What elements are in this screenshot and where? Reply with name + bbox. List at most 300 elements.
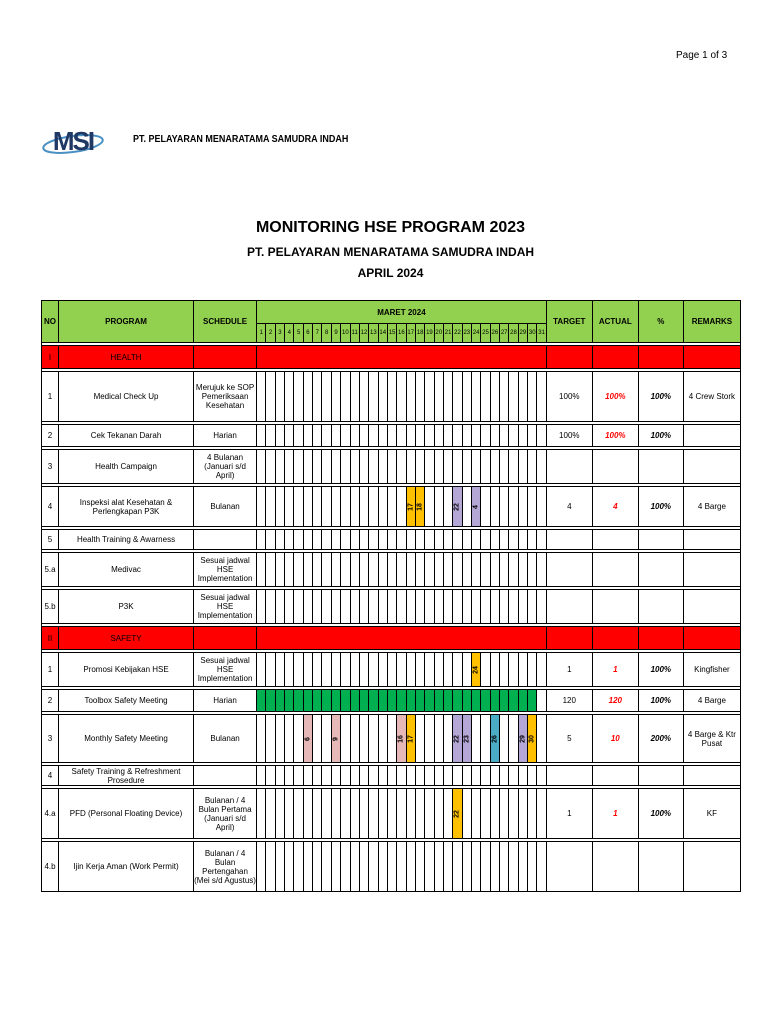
day-header-cell: 11 [350,324,359,343]
day-cell [387,766,396,786]
day-cell [415,789,424,839]
day-cell [415,372,424,422]
row-number: 4 [42,766,59,786]
day-cell [425,530,434,550]
percent-value [638,842,683,892]
day-cell [434,715,443,763]
day-cell [387,487,396,527]
actual-value [592,766,638,786]
table-row [42,590,741,624]
day-cell [322,487,331,527]
day-cell [509,450,518,484]
day-cell [303,653,312,687]
day-cell [322,653,331,687]
day-cell [434,766,443,786]
day-header-cell: 13 [369,324,378,343]
day-cell [378,487,387,527]
day-cell [509,690,518,712]
day-header-cell: 10 [341,324,350,343]
day-cell [257,715,266,763]
day-cell [443,690,452,712]
row-number: 1 [42,653,59,687]
document-subtitle: PT. PELAYARAN MENARATAMA SAMUDRA INDAH [246,245,535,259]
actual-value: 10 [592,715,638,763]
document-title: MONITORING HSE PROGRAM 2023 [255,219,526,236]
schedule: Bulanan [194,715,257,763]
day-cell [528,766,537,786]
day-cell [434,450,443,484]
day-mark-label: 18 [416,502,424,511]
day-cell [303,530,312,550]
day-cell [350,590,359,624]
day-cell [481,487,490,527]
table-row [42,842,741,892]
section-cell [592,627,638,650]
day-cell [425,487,434,527]
day-cell [313,487,322,527]
day-cell [434,487,443,527]
day-cell [378,372,387,422]
day-cell [387,372,396,422]
day-cell [425,372,434,422]
day-cell [397,372,406,422]
day-cell [378,553,387,587]
day-cell [406,450,415,484]
table-row [42,450,741,484]
remarks-value: Kingfisher [683,653,740,687]
day-cell [443,372,452,422]
row-number: 3 [42,715,59,763]
day-cell [294,450,303,484]
target-value [546,590,592,624]
day-cell [518,450,527,484]
day-cell [359,766,368,786]
day-cell [266,553,275,587]
day-cell [257,653,266,687]
day-cell [490,553,499,587]
table-row [42,530,741,550]
day-cell [509,842,518,892]
day-cell [285,487,294,527]
day-cell [500,789,509,839]
program-name: Cek Tekanan Darah [59,425,194,447]
day-cell [406,653,415,687]
day-cell [341,530,350,550]
day-cell [415,590,424,624]
day-cell [443,715,452,763]
day-header-cell: 19 [425,324,434,343]
day-cell [322,372,331,422]
day-header-cell: 23 [462,324,471,343]
day-cell [350,842,359,892]
actual-value [592,553,638,587]
day-cell [500,653,509,687]
day-cell [528,425,537,447]
day-cell [275,450,284,484]
day-cell [490,842,499,892]
day-header-cell: 8 [322,324,331,343]
day-cell [257,450,266,484]
day-cell [471,690,480,712]
day-cell [462,425,471,447]
program-name: Medical Check Up [59,372,194,422]
day-mark-label: 26 [491,734,499,743]
day-cell [500,766,509,786]
day-header-cell: 12 [359,324,368,343]
day-cell [294,372,303,422]
day-cell [275,530,284,550]
day-cell [350,425,359,447]
day-mark-cell [397,715,406,763]
day-cell [425,789,434,839]
day-cell [359,530,368,550]
day-cell [275,425,284,447]
remarks-value [683,590,740,624]
day-cell [528,842,537,892]
day-mark-label: 24 [472,665,480,674]
day-cell [518,766,527,786]
day-cell [322,842,331,892]
percent-value [638,450,683,484]
day-cell [266,487,275,527]
day-cell [518,789,527,839]
target-value [546,842,592,892]
day-header-cell: 2 [266,324,275,343]
day-cell [500,690,509,712]
day-cell [509,715,518,763]
day-mark-cell [453,789,462,839]
day-header-cell: 20 [434,324,443,343]
day-cell [453,372,462,422]
day-cell [453,842,462,892]
row-number: 4.b [42,842,59,892]
day-cell [406,372,415,422]
day-cell [397,842,406,892]
day-cell [518,690,527,712]
target-value: 100% [546,372,592,422]
day-cell [528,590,537,624]
day-header-cell: 5 [294,324,303,343]
day-cell [266,789,275,839]
day-cell [331,842,340,892]
day-cell [257,789,266,839]
day-cell [303,450,312,484]
day-cell [275,553,284,587]
section-cell [683,346,740,369]
day-cell [294,842,303,892]
schedule: Harian [194,690,257,712]
remarks-value [683,450,740,484]
day-mark-label: 22 [453,809,461,818]
day-cell [443,842,452,892]
row-number: 1 [42,372,59,422]
row-number: 5.a [42,553,59,587]
day-cell [537,766,546,786]
target-value [546,553,592,587]
day-cell [369,553,378,587]
table-row [42,690,741,712]
day-cell [350,450,359,484]
section-cell [194,346,257,369]
day-cell [275,842,284,892]
day-cell [331,690,340,712]
day-mark-label: 4 [472,504,480,509]
day-cell [313,372,322,422]
program-name: Ijin Kerja Aman (Work Permit) [59,842,194,892]
day-cell [481,715,490,763]
row-number: 2 [42,425,59,447]
day-cell [303,590,312,624]
day-header-cell: 15 [387,324,396,343]
day-cell [425,590,434,624]
table-row [42,425,741,447]
day-cell [313,690,322,712]
day-cell [481,530,490,550]
day-cell [341,425,350,447]
day-mark-cell [471,487,480,527]
day-cell [397,590,406,624]
day-cell [518,590,527,624]
day-cell [518,425,527,447]
section-number: I [42,346,59,369]
day-cell [369,425,378,447]
day-cell [397,553,406,587]
day-cell [481,690,490,712]
day-cell [257,766,266,786]
day-cell [471,425,480,447]
day-cell [331,425,340,447]
day-cell [313,789,322,839]
day-cell [443,789,452,839]
day-cell [266,690,275,712]
day-cell [415,553,424,587]
day-cell [509,553,518,587]
day-cell [406,842,415,892]
day-cell [331,653,340,687]
day-cell [294,653,303,687]
day-cell [331,450,340,484]
day-header-cell: 30 [528,324,537,343]
day-cell [528,653,537,687]
day-cell [481,766,490,786]
section-cell [683,627,740,650]
program-name: PFD (Personal Floating Device) [59,789,194,839]
percent-value: 100% [638,425,683,447]
day-cell [462,450,471,484]
day-cell [387,789,396,839]
day-cell [275,590,284,624]
day-cell [257,372,266,422]
day-cell [453,766,462,786]
day-mark-cell [471,653,480,687]
day-cell [490,450,499,484]
day-header-cell: 25 [481,324,490,343]
day-cell [257,425,266,447]
table-row [42,487,741,527]
day-cell [359,653,368,687]
day-cell [537,425,546,447]
day-cell [313,766,322,786]
day-cell [434,842,443,892]
day-cell [341,553,350,587]
day-cell [406,590,415,624]
schedule: Bulanan [194,487,257,527]
day-cell [341,715,350,763]
header-actual: ACTUAL [592,301,638,343]
day-cell [500,842,509,892]
day-cell [397,487,406,527]
day-mark-cell [490,715,499,763]
day-header-cell: 7 [313,324,322,343]
day-cell [313,553,322,587]
day-cell [313,653,322,687]
actual-value: 100% [592,425,638,447]
day-cell [275,766,284,786]
day-cell [266,530,275,550]
day-cell [509,789,518,839]
percent-value: 100% [638,372,683,422]
actual-value [592,530,638,550]
day-cell [378,789,387,839]
day-cell [387,553,396,587]
day-cell [313,530,322,550]
day-cell [415,530,424,550]
day-cell [481,425,490,447]
day-cell [285,690,294,712]
day-cell [471,789,480,839]
day-cell [518,553,527,587]
actual-value: 1 [592,789,638,839]
percent-value [638,553,683,587]
day-cell [397,425,406,447]
day-cell [303,789,312,839]
schedule: Sesuai jadwal HSE Implementation [194,553,257,587]
day-cell [462,530,471,550]
day-cell [322,766,331,786]
day-cell [528,553,537,587]
percent-value [638,530,683,550]
day-cell [369,450,378,484]
day-cell [359,715,368,763]
day-cell [266,842,275,892]
day-cell [462,590,471,624]
day-cell [369,715,378,763]
table-row [42,766,741,786]
day-cell [453,553,462,587]
day-cell [285,766,294,786]
day-cell [528,530,537,550]
day-cell [537,530,546,550]
day-cell [509,766,518,786]
day-cell [322,425,331,447]
day-cell [378,715,387,763]
day-cell [331,590,340,624]
remarks-value: 4 Barge & Ktr Pusat [683,715,740,763]
actual-value [592,450,638,484]
day-cell [294,715,303,763]
day-cell [462,553,471,587]
day-cell [285,842,294,892]
day-cell [257,530,266,550]
day-cell [257,690,266,712]
schedule [194,530,257,550]
day-cell [378,653,387,687]
target-value: 100% [546,425,592,447]
document-period: APRIL 2024 [357,266,424,280]
program-name: Promosi Kebijakan HSE [59,653,194,687]
day-cell [471,450,480,484]
day-cell [537,450,546,484]
header-target: TARGET [546,301,592,343]
day-cell [537,487,546,527]
day-cell [443,530,452,550]
percent-value: 200% [638,715,683,763]
day-cell [453,530,462,550]
day-cell [397,450,406,484]
day-cell [434,789,443,839]
day-mark-cell [453,715,462,763]
header-no: NO [42,301,59,343]
day-cell [406,553,415,587]
section-number: II [42,627,59,650]
day-cell [397,653,406,687]
day-cell [481,590,490,624]
day-cell [313,590,322,624]
actual-value [592,842,638,892]
day-cell [387,450,396,484]
schedule: Sesuai jadwal HSE Implementation [194,590,257,624]
target-value: 1 [546,789,592,839]
day-cell [434,553,443,587]
row-number: 5.b [42,590,59,624]
day-cell [341,487,350,527]
actual-value: 1 [592,653,638,687]
day-cell [500,530,509,550]
day-cell [528,789,537,839]
target-value: 4 [546,487,592,527]
row-number: 5 [42,530,59,550]
day-cell [350,487,359,527]
day-cell [303,425,312,447]
page-number: Page 1 of 3 [676,50,728,61]
day-cell [322,715,331,763]
day-cell [331,530,340,550]
day-cell [303,766,312,786]
day-cell [462,653,471,687]
day-cell [369,590,378,624]
day-cell [266,715,275,763]
program-name: P3K [59,590,194,624]
actual-value: 4 [592,487,638,527]
day-cell [387,425,396,447]
day-cell [481,450,490,484]
day-cell [415,653,424,687]
day-cell [257,842,266,892]
day-cell [341,372,350,422]
day-cell [500,425,509,447]
section-row [42,627,741,650]
target-value: 120 [546,690,592,712]
section-day-span [257,627,547,650]
day-mark-label: 22 [453,734,461,743]
day-cell [369,530,378,550]
day-cell [537,842,546,892]
table-row [42,553,741,587]
day-cell [425,715,434,763]
day-mark-cell [303,715,312,763]
day-cell [415,425,424,447]
percent-value: 100% [638,690,683,712]
